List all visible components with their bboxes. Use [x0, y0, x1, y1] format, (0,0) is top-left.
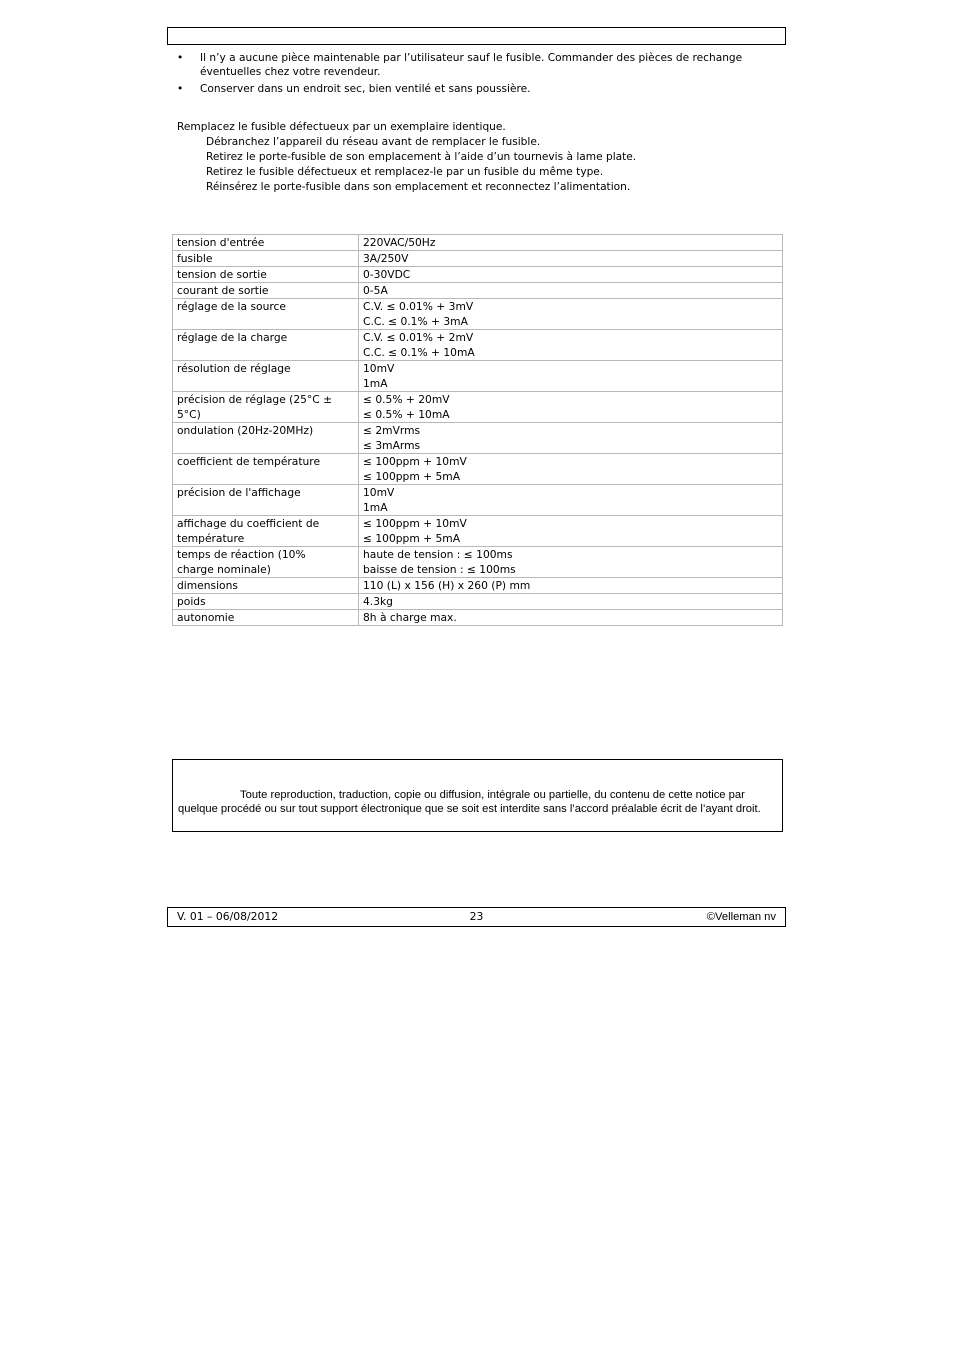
- spec-row: [173, 485, 783, 516]
- spec-value: [359, 454, 783, 485]
- spec-label: précision de réglage (25°C ± 5°C): [173, 392, 359, 423]
- footer-page-number: 23: [469, 910, 484, 923]
- spec-row: [173, 454, 783, 485]
- spec-value: [359, 610, 783, 626]
- spec-value-line: ≤ 100ppm + 10mV: [363, 517, 467, 530]
- spec-label: tension d'entrée: [173, 235, 359, 251]
- bullet-item: [172, 82, 778, 96]
- fuse-intro: Remplacez le fusible défectueux par un exemplaire identique.: [177, 121, 506, 133]
- footer-version: V. 01 – 06/08/2012: [177, 910, 279, 923]
- spec-value-line: ≤ 0.5% + 10mA: [363, 408, 450, 421]
- spec-row: [173, 283, 783, 299]
- spec-value: [359, 547, 783, 578]
- fuse-step: Débranchez l’appareil du réseau avant de remplacer le fusible.: [206, 136, 541, 148]
- spec-label: réglage de la charge: [173, 330, 359, 361]
- spec-label: courant de sortie: [173, 283, 359, 299]
- spec-label: résolution de réglage: [173, 361, 359, 392]
- spec-value-line: ≤ 100ppm + 5mA: [363, 532, 461, 545]
- spec-value: [359, 392, 783, 423]
- spec-row: [173, 235, 783, 251]
- spec-value-line: 1mA: [363, 377, 388, 390]
- spec-value: [359, 235, 783, 251]
- copyright-text: Toute reproduction, traduction, copie ou diffusion, intégrale ou partielle, du contenu de cette notice par quelque procédé ou sur tout support électronique que se soit est interdite sans l’accord préalable écrit de l’ayant droit.: [178, 789, 761, 815]
- spec-value-line: 10mV: [363, 486, 395, 499]
- spec-value-line: ≤ 3mArms: [363, 439, 421, 452]
- bullet-text: Conserver dans un endroit sec, bien ventilé et sans poussière.: [200, 83, 531, 95]
- spec-row: [173, 392, 783, 423]
- spec-label: coefficient de température: [173, 454, 359, 485]
- spec-row: [173, 299, 783, 330]
- spec-value-line: 0-30VDC: [363, 268, 411, 281]
- fuse-step: Réinsérez le porte-fusible dans son emplacement et reconnectez l’alimentation.: [206, 181, 631, 193]
- spec-value-line: ≤ 2mVrms: [363, 424, 421, 437]
- spec-value-line: C.V. ≤ 0.01% + 2mV: [363, 331, 474, 344]
- fuse-step: Retirez le fusible défectueux et remplacez-le par un fusible du même type.: [206, 166, 604, 178]
- spec-label: précision de l'affichage: [173, 485, 359, 516]
- spec-value: [359, 283, 783, 299]
- bullet-dot-icon: •: [177, 52, 184, 64]
- page-footer: [167, 907, 786, 927]
- fuse-step: Retirez le porte-fusible de son emplacement à l’aide d’un tournevis à lame plate.: [206, 151, 637, 163]
- safety-bullet-list: [172, 51, 778, 99]
- spec-value: [359, 485, 783, 516]
- spec-label: fusible: [173, 251, 359, 267]
- spec-row: [173, 423, 783, 454]
- bullet-text: Il n’y a aucune pièce maintenable par l’utilisateur sauf le fusible. Commander des pièces de rechange éventuelles chez votre revendeur.: [200, 52, 743, 78]
- bullet-item: [172, 51, 778, 79]
- copyright-notice-box: [172, 759, 783, 832]
- spec-label: dimensions: [173, 578, 359, 594]
- spec-value: [359, 423, 783, 454]
- spec-row: [173, 610, 783, 626]
- spec-value-line: 1mA: [363, 501, 388, 514]
- spec-label: tension de sortie: [173, 267, 359, 283]
- spec-row: [173, 594, 783, 610]
- spec-value-line: haute de tension : ≤ 100ms: [363, 548, 513, 561]
- spec-value-line: 10mV: [363, 362, 395, 375]
- spec-value: [359, 267, 783, 283]
- spec-value: [359, 361, 783, 392]
- spec-value: [359, 578, 783, 594]
- spec-value: [359, 299, 783, 330]
- spec-row: [173, 330, 783, 361]
- spec-value-line: 0-5A: [363, 284, 388, 297]
- bullet-dot-icon: •: [177, 83, 184, 95]
- spec-value: [359, 594, 783, 610]
- page-header-box: [167, 27, 786, 45]
- spec-label: affichage du coefficient de température: [173, 516, 359, 547]
- spec-value-line: C.V. ≤ 0.01% + 3mV: [363, 300, 474, 313]
- specifications-table-body: [173, 235, 783, 626]
- spec-value-line: ≤ 100ppm + 5mA: [363, 470, 461, 483]
- spec-value-line: 8h à charge max.: [363, 611, 457, 624]
- spec-label: autonomie: [173, 610, 359, 626]
- spec-row: [173, 361, 783, 392]
- spec-label: réglage de la source: [173, 299, 359, 330]
- footer-company: ©Velleman nv: [706, 911, 776, 923]
- spec-value-line: C.C. ≤ 0.1% + 3mA: [363, 315, 468, 328]
- spec-value: [359, 251, 783, 267]
- spec-value-line: baisse de tension : ≤ 100ms: [363, 563, 516, 576]
- spec-value-line: 3A/250V: [363, 252, 409, 265]
- spec-value-line: ≤ 0.5% + 20mV: [363, 393, 450, 406]
- fuse-replacement-section: [177, 120, 636, 195]
- spec-value-line: ≤ 100ppm + 10mV: [363, 455, 467, 468]
- spec-value-line: 4.3kg: [363, 595, 393, 608]
- spec-row: [173, 547, 783, 578]
- spec-row: [173, 578, 783, 594]
- spec-row: [173, 251, 783, 267]
- spec-value-line: 220VAC/50Hz: [363, 236, 436, 249]
- spec-label: ondulation (20Hz-20MHz): [173, 423, 359, 454]
- spec-value-line: 110 (L) x 156 (H) x 260 (P) mm: [363, 579, 531, 592]
- specifications-table: [172, 234, 783, 626]
- spec-label: poids: [173, 594, 359, 610]
- spec-value: [359, 516, 783, 547]
- spec-row: [173, 516, 783, 547]
- spec-row: [173, 267, 783, 283]
- spec-value: [359, 330, 783, 361]
- spec-label: temps de réaction (10% charge nominale): [173, 547, 359, 578]
- spec-value-line: C.C. ≤ 0.1% + 10mA: [363, 346, 475, 359]
